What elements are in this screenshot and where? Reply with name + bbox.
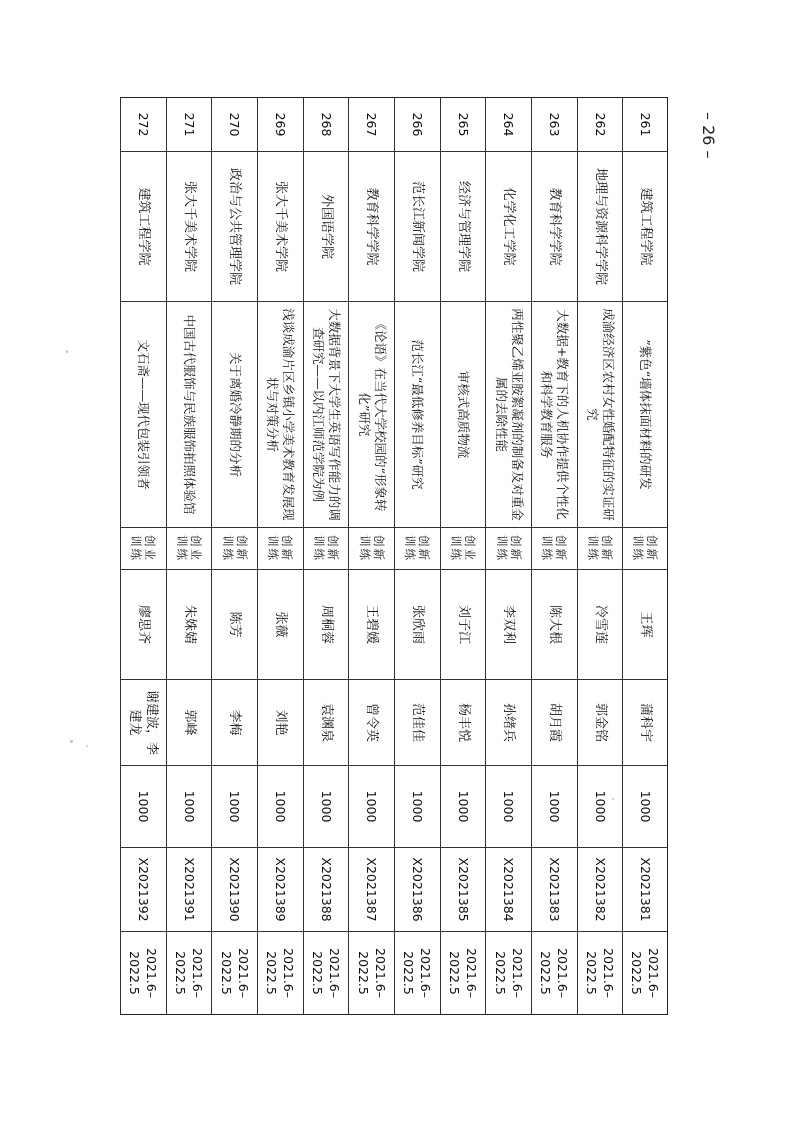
- cell-fund: 1000: [304, 765, 349, 847]
- table-row: [211, 97, 257, 1015]
- cell-leader: 王珲: [623, 569, 667, 679]
- cell-fund: 1000: [441, 765, 486, 847]
- cell-advisor: 刘艳: [258, 679, 303, 765]
- cell-type: 创业训练: [121, 527, 166, 569]
- cell-period: 2021.6–2022.5: [578, 931, 623, 1015]
- cell-leader: 王碧媛: [349, 569, 394, 679]
- cell-type: 创新训练: [532, 527, 577, 569]
- cell-period: 2021.6–2022.5: [304, 931, 349, 1015]
- cell-college: 张大千美术学院: [167, 151, 212, 301]
- table-row: [303, 97, 349, 1015]
- cell-leader: 张欣雨: [395, 569, 440, 679]
- cell-leader: 刘子江: [441, 569, 486, 679]
- table-row: [531, 97, 577, 1015]
- cell-college: 政治与公共管理学院: [212, 151, 257, 301]
- cell-code: X2021390: [212, 847, 257, 931]
- cell-project: 范长江“最低修养目标”研究: [395, 301, 440, 527]
- cell-advisor: 李梅: [212, 679, 257, 765]
- cell-leader: 廖思齐: [121, 569, 166, 679]
- cell-index: 261: [623, 97, 667, 151]
- scan-speck: [70, 740, 73, 743]
- cell-college: 经济与管理学院: [441, 151, 486, 301]
- table-row: [257, 97, 303, 1015]
- table-row: [440, 97, 486, 1015]
- cell-project: 大数据+教育下的人机协作提供个性化和科学教育服务: [532, 301, 577, 527]
- cell-type: 创新训练: [258, 527, 303, 569]
- cell-college: 外国语学院: [304, 151, 349, 301]
- scan-speck: [86, 745, 88, 747]
- cell-index: 262: [578, 97, 623, 151]
- cell-leader: 周桐蓉: [304, 569, 349, 679]
- cell-project: 审核式高质物流: [441, 301, 486, 527]
- project-table: [120, 97, 668, 1015]
- cell-college: 化学化工学院: [486, 151, 531, 301]
- cell-fund: 1000: [121, 765, 166, 847]
- cell-period: 2021.6–2022.5: [167, 931, 212, 1015]
- cell-index: 265: [441, 97, 486, 151]
- page-number: – 26 –: [699, 111, 718, 159]
- cell-fund: 1000: [623, 765, 667, 847]
- cell-college: 建筑工程学院: [623, 151, 667, 301]
- cell-index: 270: [212, 97, 257, 151]
- cell-code: X2021391: [167, 847, 212, 931]
- cell-fund: 1000: [532, 765, 577, 847]
- cell-code: X2021384: [486, 847, 531, 931]
- cell-leader: 冷雪莲: [578, 569, 623, 679]
- cell-type: 创业训练: [167, 527, 212, 569]
- cell-period: 2021.6–2022.5: [349, 931, 394, 1015]
- cell-type: 创新训练: [304, 527, 349, 569]
- cell-project: 两性聚乙烯亚胺絮凝剂的制备及对重金属的去除性能: [486, 301, 531, 527]
- cell-project: 浅谈成渝片区乡镇小学美术教育发展现状与对策分析: [258, 301, 303, 527]
- cell-fund: 1000: [167, 765, 212, 847]
- cell-type: 创新训练: [623, 527, 667, 569]
- cell-code: X2021389: [258, 847, 303, 931]
- table-row: [394, 97, 440, 1015]
- cell-leader: 李双利: [486, 569, 531, 679]
- cell-type: 创业训练: [441, 527, 486, 569]
- cell-index: 268: [304, 97, 349, 151]
- cell-project: 成渝经济区农村女性婚配特征的实证研究: [578, 301, 623, 527]
- cell-period: 2021.6–2022.5: [486, 931, 531, 1015]
- cell-type: 创新训练: [578, 527, 623, 569]
- table-row: [622, 97, 668, 1015]
- cell-code: X2021386: [395, 847, 440, 931]
- cell-advisor: 郭峰: [167, 679, 212, 765]
- cell-project: 关于离婚冷静期的分析: [212, 301, 257, 527]
- cell-code: X2021382: [578, 847, 623, 931]
- cell-leader: 朱姝婧: [167, 569, 212, 679]
- cell-period: 2021.6–2022.5: [441, 931, 486, 1015]
- cell-college: 建筑工程学院: [121, 151, 166, 301]
- cell-advisor: 胡月霞: [532, 679, 577, 765]
- cell-code: X2021383: [532, 847, 577, 931]
- cell-fund: 1000: [486, 765, 531, 847]
- cell-college: 教育科学学院: [532, 151, 577, 301]
- cell-fund: 1000: [212, 765, 257, 847]
- cell-period: 2021.6–2022.5: [532, 931, 577, 1015]
- cell-period: 2021.6–2022.5: [121, 931, 166, 1015]
- table-row: [485, 97, 531, 1015]
- cell-type: 创新训练: [395, 527, 440, 569]
- cell-code: X2021387: [349, 847, 394, 931]
- cell-college: 教育科学学院: [349, 151, 394, 301]
- cell-fund: 1000: [578, 765, 623, 847]
- cell-code: X2021385: [441, 847, 486, 931]
- table-row: [348, 97, 394, 1015]
- cell-college: 张大千美术学院: [258, 151, 303, 301]
- cell-index: 269: [258, 97, 303, 151]
- cell-advisor: 蒲科宇: [623, 679, 667, 765]
- cell-index: 271: [167, 97, 212, 151]
- cell-index: 264: [486, 97, 531, 151]
- cell-project: 大数据背景下大学生英语写作能力的调查研究——以内江师范学院为例: [304, 301, 349, 527]
- cell-code: X2021381: [623, 847, 667, 931]
- cell-index: 266: [395, 97, 440, 151]
- cell-fund: 1000: [258, 765, 303, 847]
- cell-code: X2021392: [121, 847, 166, 931]
- table-row: [120, 97, 166, 1015]
- cell-advisor: 孙绪兵: [486, 679, 531, 765]
- cell-advisor: 曾令英: [349, 679, 394, 765]
- cell-code: X2021388: [304, 847, 349, 931]
- cell-period: 2021.6–2022.5: [395, 931, 440, 1015]
- cell-leader: 张薇: [258, 569, 303, 679]
- scan-speck: [66, 350, 68, 353]
- table-row: [166, 97, 212, 1015]
- cell-type: 创新训练: [212, 527, 257, 569]
- cell-type: 创新训练: [486, 527, 531, 569]
- cell-project: ”紫色“墙体抹面材料的研发: [623, 301, 667, 527]
- cell-index: 267: [349, 97, 394, 151]
- cell-leader: 陈芳: [212, 569, 257, 679]
- cell-college: 范长江新闻学院: [395, 151, 440, 301]
- cell-fund: 1000: [395, 765, 440, 847]
- cell-advisor: 杨丰悦: [441, 679, 486, 765]
- cell-index: 272: [121, 97, 166, 151]
- cell-advisor: 范佳佳: [395, 679, 440, 765]
- cell-period: 2021.6–2022.5: [212, 931, 257, 1015]
- cell-advisor: 谢建波，李建龙: [121, 679, 166, 765]
- cell-advisor: 郭金铭: [578, 679, 623, 765]
- cell-index: 263: [532, 97, 577, 151]
- cell-college: 地理与资源科学学院: [578, 151, 623, 301]
- cell-fund: 1000: [349, 765, 394, 847]
- cell-advisor: 袁渊泉: [304, 679, 349, 765]
- cell-leader: 陈大根: [532, 569, 577, 679]
- cell-project: 《论语》在当代大学校园的“形象转化”研究: [349, 301, 394, 527]
- cell-period: 2021.6–2022.5: [258, 931, 303, 1015]
- cell-project: 文石斋——现代包装引领者: [121, 301, 166, 527]
- cell-period: 2021.6–2022.5: [623, 931, 667, 1015]
- cell-project: 中国古代服饰与民族服饰拍照体验馆: [167, 301, 212, 527]
- table-row: [577, 97, 623, 1015]
- cell-type: 创新训练: [349, 527, 394, 569]
